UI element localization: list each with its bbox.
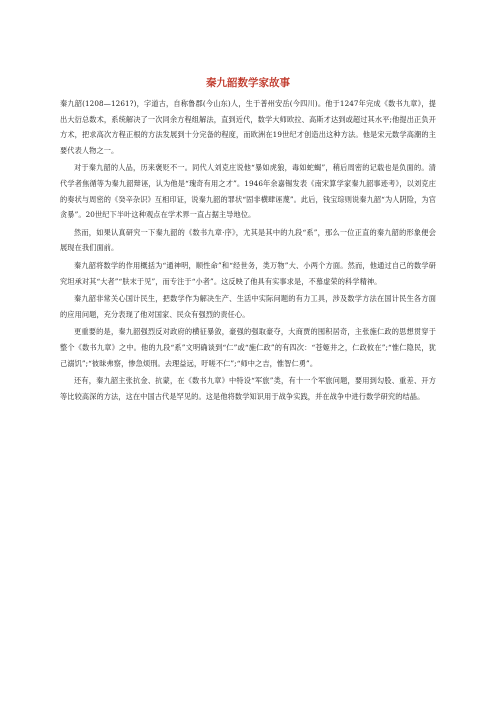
paragraph-character: 对于秦九韶的人品，历来褒贬不一。同代人刘克庄说他“暴如虎狼，毒如蛇蝎”，稍后周密的记载也是负面的。清代学者焦循等为秦九韶辩诬，认为他是“瑰奇有用之才”。1946年余嘉锡发表《南宋算学家秦九韶事迹考》，以刘克庄的奏状与周密的《癸辛杂识》互相印证，说秦九韶的罪状“固非横肆诬蔑”。此后，钱宝琮则说秦九韶“为人阴险，为官贪暴”。20世纪下半叶这种观点在学术界一直占据主导地位。 bbox=[60, 163, 436, 220]
paragraph-purpose: 秦九韶将数学的作用概括为“通神明，顺性命”和“经世务，类万物”大、小两个方面。然而，他通过自己的数学研究坦承对其“大者”“肤末于见”，而专注于“小者”。这反映了他具有实事求是，不慕虚荣的科学精神。 bbox=[60, 260, 436, 286]
paragraph-intro: 秦九韶(1208—1261?)，字道古，自称鲁郡(今山东)人，生于普州安岳(今四川)。他于1247年完成《数书九章》，提出大衍总数术，系统解决了一次同余方程组解法，直到近代，数学大师欧拉、高斯才达到或超过其水平;他提出正负开方术，把求高次方程正根的方法发展到十分完备的程度，而欧洲在19世纪才创造出这种方法。他是宋元数学高潮的主要代表人物之一。 bbox=[60, 99, 436, 155]
document-page bbox=[60, 76, 436, 406]
document-title: 秦九韶数学家故事 bbox=[206, 77, 290, 89]
paragraph-livelihood: 秦九韶非常关心国计民生，把数学作为解决生产、生活中实际问题的有力工具，涉及数学方法在国计民生各方面的应用问题，充分表现了他对国家、民众有强烈的责任心。 bbox=[60, 294, 436, 319]
paragraph-benevolence: 更重要的是，秦九韶强烈反对政府的横征暴敛，豪强的强取豪夺，大商贾的囤积居奇，主张施仁政的思想贯穿于整个《数书九章》之中。他的九段“系”文明确谈到“仁”或“施仁政”的有四次：“苍姬井之，仁政攸在”;“惟仁隐民，犹己溺饥”;“彼昧弗察，惨急烦刑。去理益远，吁嗟不仁”;“师中之吉，惟智仁勇”。 bbox=[60, 327, 436, 368]
paragraph-military: 还有，秦九韶主张抗金、抗蒙，在《数书九章》中特设“军旅”类，有十一个军旅问题，要用到勾股、重差、开方等比较高深的方法，这在中国古代是罕见的。这是他将数学知识用于战争实践，并在战争中进行数学研究的结晶。 bbox=[60, 376, 436, 401]
paragraph-preface: 然而，如果认真研究一下秦九韶的《数书九章·序》，尤其是其中的九段“系”，那么一位正直的秦九韶的形象便会展现在我们面前。 bbox=[60, 227, 436, 253]
